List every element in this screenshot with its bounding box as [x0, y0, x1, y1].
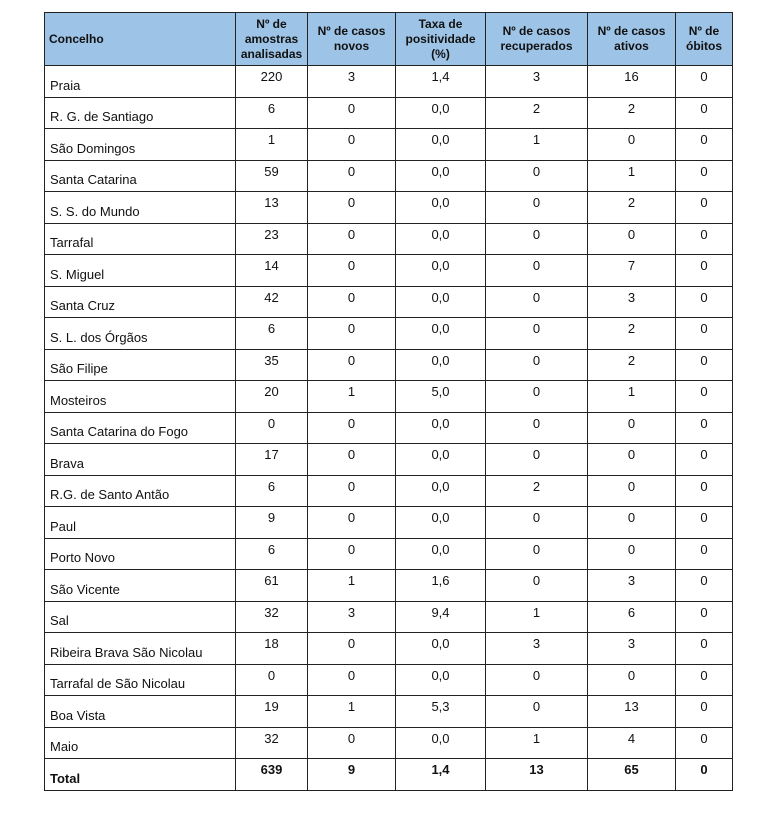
value-cell: 0 [486, 381, 588, 413]
value-cell: 0 [588, 223, 676, 255]
value-cell: 0 [308, 223, 396, 255]
value-cell: 0 [308, 255, 396, 287]
concelho-cell: R.G. de Santo Antão [45, 475, 236, 507]
concelho-cell: São Filipe [45, 349, 236, 381]
table-row [45, 381, 733, 413]
value-cell: 0 [588, 664, 676, 696]
value-cell: 0 [676, 66, 733, 98]
value-cell: 1 [308, 696, 396, 728]
value-cell: 32 [236, 601, 308, 633]
value-cell: 3 [308, 66, 396, 98]
value-cell: 1,6 [396, 570, 486, 602]
table-row [45, 286, 733, 318]
concelho-cell: Praia [45, 66, 236, 98]
concelho-cell: Brava [45, 444, 236, 476]
table-row [45, 349, 733, 381]
value-cell: 0 [486, 160, 588, 192]
value-cell: 1 [308, 381, 396, 413]
value-cell: 20 [236, 381, 308, 413]
value-cell: 0,0 [396, 475, 486, 507]
value-cell: 0 [308, 129, 396, 161]
value-cell: 3 [308, 601, 396, 633]
value-cell: 220 [236, 66, 308, 98]
concelho-cell: S. S. do Mundo [45, 192, 236, 224]
value-cell: 5,3 [396, 696, 486, 728]
value-cell: 3 [486, 633, 588, 665]
concelho-cell: Santa Catarina do Fogo [45, 412, 236, 444]
total-row [45, 759, 733, 791]
value-cell: 0 [676, 601, 733, 633]
value-cell: 0 [486, 349, 588, 381]
value-cell: 32 [236, 727, 308, 759]
concelho-cell: Boa Vista [45, 696, 236, 728]
value-cell: 0,0 [396, 97, 486, 129]
value-cell: 0 [308, 444, 396, 476]
value-cell: 0 [486, 696, 588, 728]
value-cell: 1 [588, 160, 676, 192]
column-header: Nº de casos novos [308, 13, 396, 66]
value-cell: 0 [308, 160, 396, 192]
value-cell: 3 [588, 570, 676, 602]
concelho-cell: Tarrafal de São Nicolau [45, 664, 236, 696]
column-header: Nº de óbitos [676, 13, 733, 66]
table-row [45, 97, 733, 129]
table-row [45, 696, 733, 728]
value-cell: 0 [308, 475, 396, 507]
value-cell: 0 [308, 192, 396, 224]
value-cell: 1,4 [396, 759, 486, 791]
value-cell: 0,0 [396, 255, 486, 287]
concelho-cell: Ribeira Brava São Nicolau [45, 633, 236, 665]
value-cell: 42 [236, 286, 308, 318]
value-cell: 1 [236, 129, 308, 161]
value-cell: 0 [676, 664, 733, 696]
concelho-cell: R. G. de Santiago [45, 97, 236, 129]
table-row [45, 475, 733, 507]
concelho-cell: Tarrafal [45, 223, 236, 255]
value-cell: 0 [308, 727, 396, 759]
value-cell: 6 [236, 97, 308, 129]
value-cell: 0 [676, 696, 733, 728]
value-cell: 0 [486, 318, 588, 350]
column-header: Nº de amostras analisadas [236, 13, 308, 66]
table-row [45, 318, 733, 350]
value-cell: 0 [588, 475, 676, 507]
table-row [45, 412, 733, 444]
value-cell: 9 [308, 759, 396, 791]
value-cell: 0 [676, 444, 733, 476]
table-row [45, 727, 733, 759]
table-row [45, 601, 733, 633]
value-cell: 6 [236, 318, 308, 350]
value-cell: 0 [308, 349, 396, 381]
value-cell: 0 [676, 727, 733, 759]
concelho-cell: Mosteiros [45, 381, 236, 413]
value-cell: 0 [308, 412, 396, 444]
value-cell: 0 [236, 412, 308, 444]
value-cell: 0 [676, 349, 733, 381]
value-cell: 35 [236, 349, 308, 381]
table-row [45, 633, 733, 665]
value-cell: 0 [588, 412, 676, 444]
column-header: Taxa de positividade (%) [396, 13, 486, 66]
value-cell: 0,0 [396, 286, 486, 318]
value-cell: 0 [486, 538, 588, 570]
value-cell: 0 [676, 192, 733, 224]
value-cell: 0 [676, 129, 733, 161]
value-cell: 0 [308, 507, 396, 539]
value-cell: 0 [308, 286, 396, 318]
concelho-cell: Paul [45, 507, 236, 539]
value-cell: 4 [588, 727, 676, 759]
value-cell: 0 [588, 507, 676, 539]
value-cell: 23 [236, 223, 308, 255]
value-cell: 0 [676, 318, 733, 350]
value-cell: 0 [486, 444, 588, 476]
concelho-cell: Maio [45, 727, 236, 759]
value-cell: 2 [588, 349, 676, 381]
value-cell: 1 [486, 601, 588, 633]
table-row [45, 66, 733, 98]
value-cell: 19 [236, 696, 308, 728]
value-cell: 1 [308, 570, 396, 602]
value-cell: 0,0 [396, 129, 486, 161]
value-cell: 0 [486, 255, 588, 287]
value-cell: 0,0 [396, 727, 486, 759]
value-cell: 16 [588, 66, 676, 98]
column-header: Concelho [45, 13, 236, 66]
concelho-cell: São Vicente [45, 570, 236, 602]
value-cell: 0,0 [396, 633, 486, 665]
value-cell: 9,4 [396, 601, 486, 633]
concelho-cell: São Domingos [45, 129, 236, 161]
value-cell: 7 [588, 255, 676, 287]
value-cell: 0 [676, 570, 733, 602]
value-cell: 13 [236, 192, 308, 224]
value-cell: 0 [308, 318, 396, 350]
value-cell: 13 [486, 759, 588, 791]
value-cell: 0,0 [396, 349, 486, 381]
value-cell: 0 [308, 97, 396, 129]
value-cell: 0 [676, 507, 733, 539]
value-cell: 0 [676, 160, 733, 192]
value-cell: 0,0 [396, 412, 486, 444]
value-cell: 0 [486, 286, 588, 318]
value-cell: 0 [676, 475, 733, 507]
value-cell: 0,0 [396, 223, 486, 255]
value-cell: 0 [676, 255, 733, 287]
column-header: Nº de casos recuperados [486, 13, 588, 66]
value-cell: 61 [236, 570, 308, 602]
value-cell: 0,0 [396, 664, 486, 696]
concelho-cell: Porto Novo [45, 538, 236, 570]
concelho-cell: S. Miguel [45, 255, 236, 287]
value-cell: 3 [486, 66, 588, 98]
table-row [45, 570, 733, 602]
value-cell: 0,0 [396, 160, 486, 192]
table-row [45, 129, 733, 161]
value-cell: 5,0 [396, 381, 486, 413]
value-cell: 0 [486, 192, 588, 224]
value-cell: 59 [236, 160, 308, 192]
table-row [45, 223, 733, 255]
value-cell: 6 [236, 538, 308, 570]
value-cell: 0 [486, 412, 588, 444]
table-row [45, 255, 733, 287]
value-cell: 0,0 [396, 507, 486, 539]
value-cell: 639 [236, 759, 308, 791]
value-cell: 0,0 [396, 444, 486, 476]
concelho-cases-table [44, 12, 733, 791]
value-cell: 0 [676, 97, 733, 129]
value-cell: 1 [486, 129, 588, 161]
value-cell: 18 [236, 633, 308, 665]
value-cell: 0 [308, 664, 396, 696]
value-cell: 0 [486, 664, 588, 696]
table-row [45, 192, 733, 224]
header-row [45, 13, 733, 66]
table-row [45, 538, 733, 570]
value-cell: 0 [676, 381, 733, 413]
table-row [45, 160, 733, 192]
value-cell: 0,0 [396, 192, 486, 224]
table-row [45, 664, 733, 696]
value-cell: 0 [308, 633, 396, 665]
value-cell: 3 [588, 633, 676, 665]
value-cell: 0,0 [396, 538, 486, 570]
value-cell: 65 [588, 759, 676, 791]
value-cell: 0 [236, 664, 308, 696]
column-header: Nº de casos ativos [588, 13, 676, 66]
value-cell: 0 [676, 223, 733, 255]
value-cell: 1 [486, 727, 588, 759]
concelho-cell: Santa Cruz [45, 286, 236, 318]
value-cell: 0 [676, 633, 733, 665]
value-cell: 1 [588, 381, 676, 413]
value-cell: 1,4 [396, 66, 486, 98]
value-cell: 0 [588, 538, 676, 570]
value-cell: 0 [486, 570, 588, 602]
value-cell: 0 [676, 759, 733, 791]
concelho-cell: Sal [45, 601, 236, 633]
value-cell: 0 [588, 129, 676, 161]
value-cell: 2 [588, 97, 676, 129]
value-cell: 3 [588, 286, 676, 318]
value-cell: 0 [676, 412, 733, 444]
value-cell: 2 [588, 192, 676, 224]
value-cell: 2 [588, 318, 676, 350]
value-cell: 0 [676, 286, 733, 318]
value-cell: 0 [308, 538, 396, 570]
value-cell: 0 [676, 538, 733, 570]
table-row [45, 444, 733, 476]
concelho-cell: Total [45, 759, 236, 791]
value-cell: 2 [486, 97, 588, 129]
value-cell: 17 [236, 444, 308, 476]
value-cell: 0 [486, 223, 588, 255]
value-cell: 0,0 [396, 318, 486, 350]
value-cell: 0 [588, 444, 676, 476]
value-cell: 13 [588, 696, 676, 728]
value-cell: 2 [486, 475, 588, 507]
value-cell: 6 [236, 475, 308, 507]
table-row [45, 507, 733, 539]
value-cell: 9 [236, 507, 308, 539]
value-cell: 0 [486, 507, 588, 539]
value-cell: 14 [236, 255, 308, 287]
concelho-cell: S. L. dos Órgãos [45, 318, 236, 350]
value-cell: 6 [588, 601, 676, 633]
concelho-cell: Santa Catarina [45, 160, 236, 192]
